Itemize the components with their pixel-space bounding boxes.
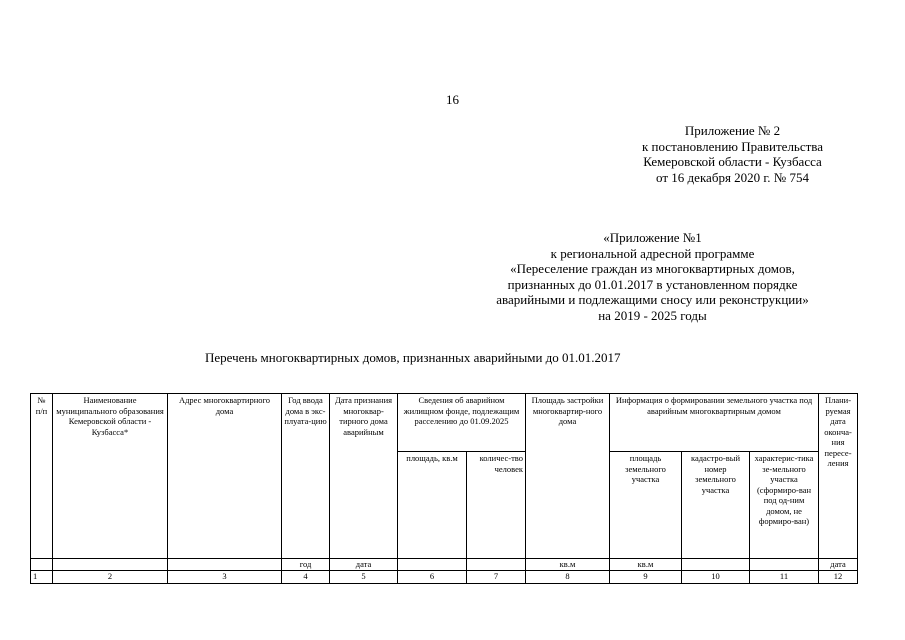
header-row-top (31, 394, 858, 452)
unit-cell (31, 559, 53, 571)
header-address: Адрес многоквартирного дома (168, 394, 282, 559)
header-municipality: Наименование муниципального образования Кемеровской области - Кузбасса* (53, 394, 168, 559)
header-number: № п/п (31, 394, 53, 559)
column-number: 7 (467, 570, 526, 583)
header-plot-area: площадь земельного участка (610, 452, 682, 559)
column-number: 2 (53, 570, 168, 583)
appendix-2-header (620, 123, 845, 185)
emergency-housing-table (30, 393, 858, 584)
appendix-1-header (455, 230, 850, 323)
page-number: 16 (446, 92, 459, 107)
column-number: 5 (330, 570, 398, 583)
column-number: 6 (398, 570, 467, 583)
unit-cell (398, 559, 467, 571)
appendix-1-line: «Переселение граждан из многоквартирных домов, (510, 261, 795, 276)
unit-sqm: кв.м (610, 559, 682, 571)
unit-year: год (282, 559, 330, 571)
units-row (31, 559, 858, 571)
unit-cell (467, 559, 526, 571)
column-number: 10 (682, 570, 750, 583)
appendix-2-line: Кемеровской области - Кузбасса (643, 154, 822, 169)
column-number: 3 (168, 570, 282, 583)
header-land-plot-info: Информация о формировании земельного участка под аварийным многоквартирным домом (610, 394, 819, 452)
appendix-1-line: к региональной адресной программе (550, 245, 755, 261)
header-area: площадь, кв.м (398, 452, 467, 559)
header-building-area: Площадь застройки многоквартир-ного дома (526, 394, 610, 452)
unit-cell (682, 559, 750, 571)
column-number: 12 (819, 570, 858, 583)
unit-cell (750, 559, 819, 571)
header-resettlement-date: Плани-руемая дата оконча-ния пересе-ления (819, 394, 858, 559)
header-emergency-date: Дата признания многоквар-тирного дома аварийным (330, 394, 398, 559)
column-number: 9 (610, 570, 682, 583)
header-building-area-cont (526, 452, 610, 559)
header-cadastral-number: кадастро-вый номер земельного участка (682, 452, 750, 559)
header-housing-info: Сведения об аварийном жилищном фонде, подлежащим расселению до 01.09.2025 (398, 394, 526, 452)
column-number: 8 (526, 570, 610, 583)
unit-sqm: кв.м (526, 559, 610, 571)
appendix-2-line: к постановлению Правительства (641, 138, 824, 154)
appendix-1-line: на 2019 - 2025 годы (598, 307, 707, 323)
unit-cell (168, 559, 282, 571)
unit-cell (53, 559, 168, 571)
appendix-1-line: «Приложение №1 (603, 230, 702, 245)
appendix-1-line: признанных до 01.01.2017 в установленном порядке (507, 276, 798, 292)
appendix-1-line: аварийными и подлежащими сносу или реконструкции» (496, 292, 809, 307)
column-number: 1 (31, 570, 53, 583)
list-title: Перечень многоквартирных домов, признанных аварийными до 01.01.2017 (205, 350, 621, 365)
header-plot-characteristic: характерис-тика зе-мельного участка (сформиро-ван под од-ним домом, не формиро-ван) (750, 452, 819, 559)
appendix-2-line: Приложение № 2 (684, 123, 781, 138)
unit-date: дата (330, 559, 398, 571)
unit-date: дата (819, 559, 858, 571)
appendix-2-line: от 16 декабря 2020 г. № 754 (656, 169, 809, 185)
column-number: 4 (282, 570, 330, 583)
header-people-count: количес-тво человек (467, 452, 526, 559)
header-year-built: Год ввода дома в экс-плуата-цию (282, 394, 330, 559)
column-numbers-row (31, 570, 858, 583)
column-number: 11 (750, 570, 819, 583)
